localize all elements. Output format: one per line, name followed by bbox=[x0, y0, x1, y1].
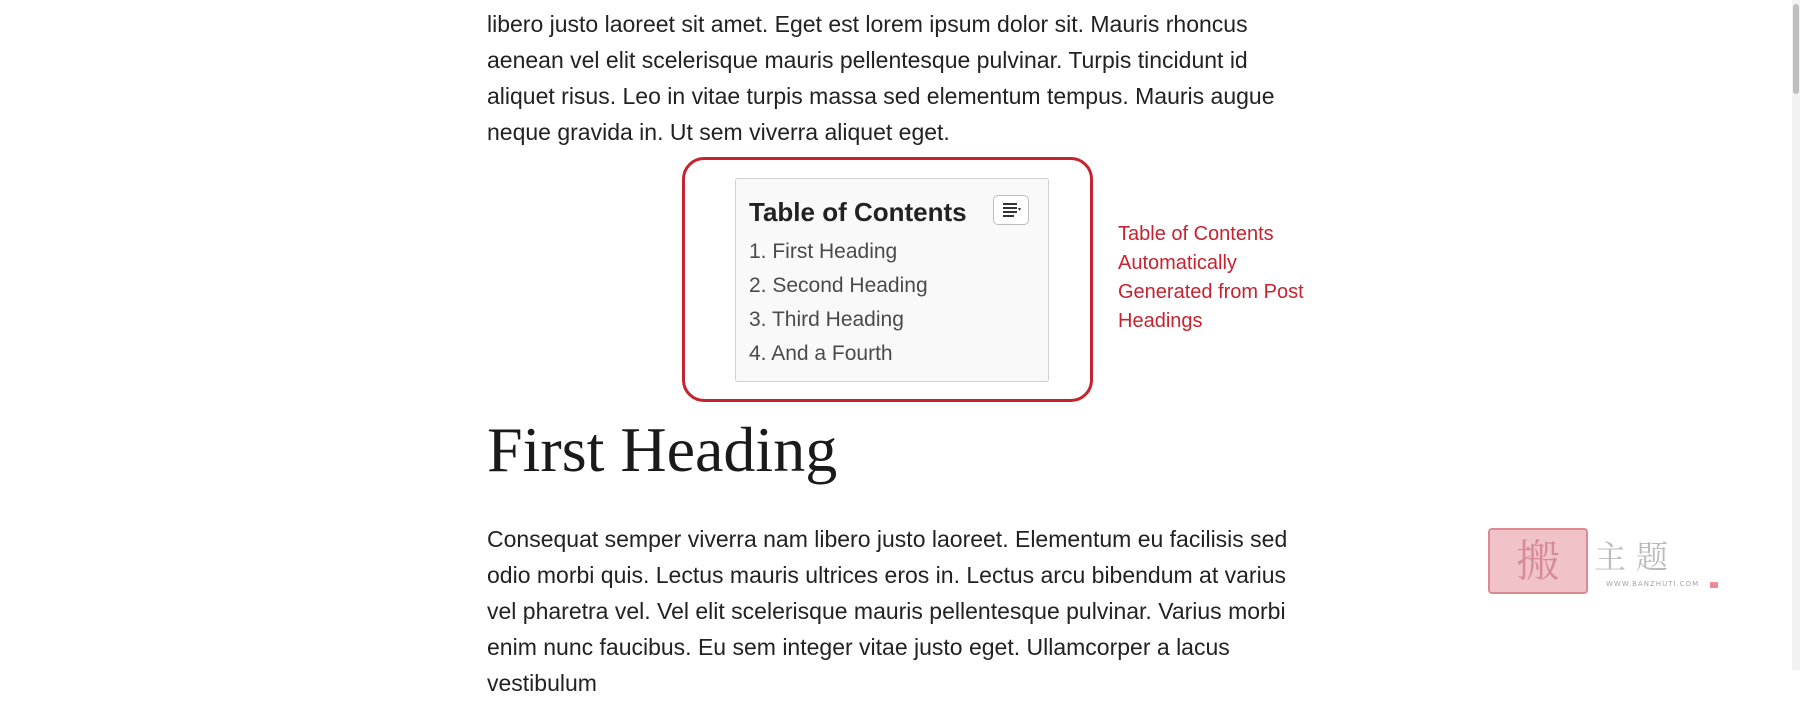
watermark-logo bbox=[1488, 528, 1718, 596]
toc-link-first-heading[interactable]: 1. First Heading bbox=[749, 240, 898, 263]
watermark-text: 主题 bbox=[1594, 538, 1679, 576]
scrollbar-thumb[interactable] bbox=[1793, 4, 1799, 94]
page-scrollbar[interactable] bbox=[1792, 0, 1800, 670]
section-heading-first: First Heading bbox=[487, 414, 838, 485]
watermark-dot bbox=[1710, 582, 1718, 588]
section-paragraph: Consequat semper viverra nam libero justo laoreet. Elementum eu facilisis sed odio morbi quis. Lectus mauris ultrices eros in. Lectus arcu bibendum at varius vel pharetra vel. Vel elit scelerisque mauris pellentesque pulvinar. Varius morbi enim nunc faucibus. Eu sem integer vitae justo eget. Ullamcorper a lacus vestibulum bbox=[487, 526, 1288, 696]
intro-paragraph: libero justo laoreet sit amet. Eget est lorem ipsum dolor sit. Mauris rhoncus aenean vel elit scelerisque mauris pellentesque pulvinar. Turpis tincidunt id aliquet risus. Leo in vitae turpis massa sed elementum tempus. Mauris augue neque gravida in. Ut sem viverra aliquet eget. bbox=[487, 11, 1275, 145]
toc-title: Table of Contents bbox=[749, 197, 967, 227]
toc-toggle-button[interactable] bbox=[993, 195, 1029, 225]
watermark-seal-glyph: 搬 bbox=[1516, 536, 1560, 587]
toc-annotation-note: Table of Contents Automatically Generated from Post Headings bbox=[1118, 223, 1304, 332]
table-of-contents bbox=[735, 178, 1049, 382]
toc-link-fourth-heading[interactable]: 4. And a Fourth bbox=[749, 342, 893, 365]
watermark-url: WWW.BANZHUTI.COM bbox=[1606, 580, 1700, 588]
list-toggle-icon bbox=[1003, 203, 1021, 217]
watermark-seal bbox=[1488, 528, 1588, 594]
toc-list bbox=[749, 235, 928, 371]
toc-link-second-heading[interactable]: 2. Second Heading bbox=[749, 274, 928, 297]
toc-link-third-heading[interactable]: 3. Third Heading bbox=[749, 308, 904, 331]
